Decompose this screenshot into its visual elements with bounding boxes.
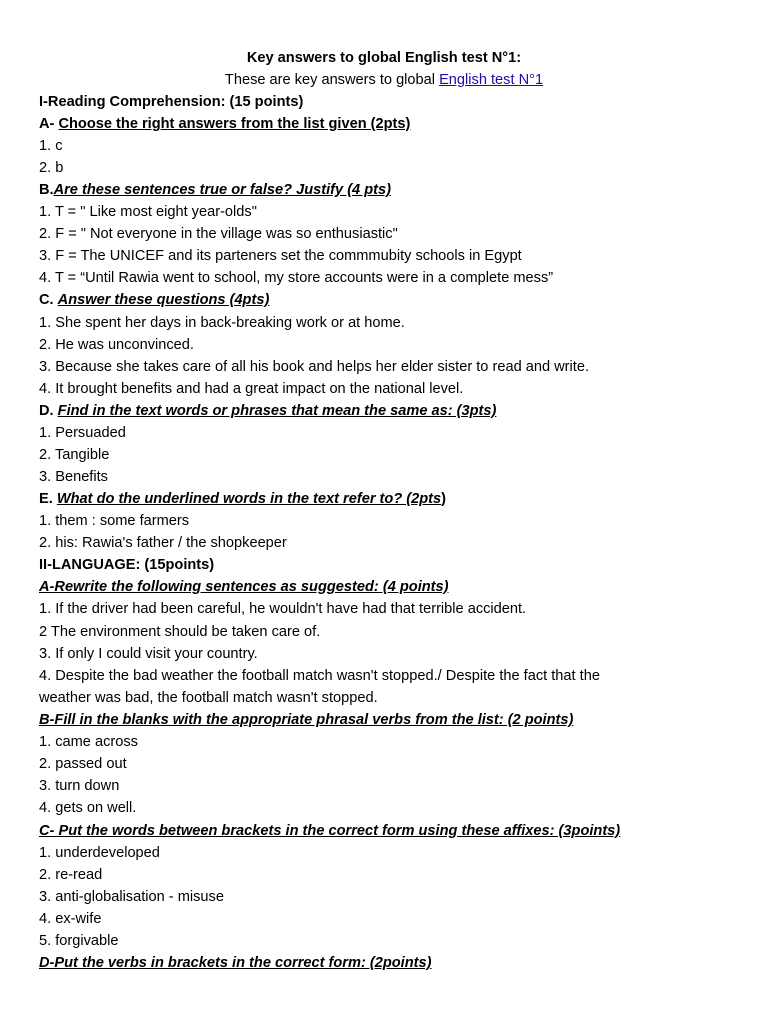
list-item: 1. them : some farmers xyxy=(39,513,190,529)
lang-a-heading xyxy=(39,576,449,598)
list-item: 2. passed out xyxy=(39,756,127,772)
section-e-label: E. xyxy=(39,491,57,507)
lang-d-heading xyxy=(39,952,431,974)
lang-a-title: A-Rewrite the following sentences as suggested: (4 points) xyxy=(39,579,449,595)
list-item: 4. gets on well. xyxy=(39,800,137,816)
section-e-heading xyxy=(39,488,446,510)
document-subtitle xyxy=(0,69,768,91)
list-item: 4. T = “Until Rawia went to school, my store accounts were in a complete mess” xyxy=(39,270,554,286)
list-item: 1. She spent her days in back-breaking work or at home. xyxy=(39,315,405,331)
list-item: 1. Persuaded xyxy=(39,425,126,441)
section-b-title: Are these sentences true or false? Justify (4 pts) xyxy=(53,182,391,198)
section-d-label: D. xyxy=(39,403,58,419)
list-item: 2. F = " Not everyone in the village was so enthusiastic" xyxy=(39,226,398,242)
section-c-heading xyxy=(39,289,269,311)
list-item: 1. If the driver had been careful, he wouldn't have had that terrible accident. xyxy=(39,601,527,617)
lang-d-title: D-Put the verbs in brackets in the correct form: (2points) xyxy=(39,955,432,971)
part1-heading: I-Reading Comprehension: (15 points) xyxy=(39,94,304,110)
document-title: Key answers to global English test N°1: xyxy=(246,50,522,66)
section-d-heading xyxy=(39,400,496,422)
section-b-label: B. xyxy=(39,182,54,198)
list-item: 2. b xyxy=(39,160,64,176)
part2-heading: II-LANGUAGE: (15points) xyxy=(39,557,215,573)
list-item: 2. his: Rawia's father / the shopkeeper xyxy=(39,535,287,551)
list-item: 2. re-read xyxy=(39,867,103,883)
lang-b-heading xyxy=(39,709,573,731)
list-item: 1. c xyxy=(39,138,63,154)
list-item: weather was bad, the football match wasn't stopped. xyxy=(39,690,378,706)
list-item: 3. If only I could visit your country. xyxy=(39,646,258,662)
list-item: 3. anti-globalisation - misuse xyxy=(39,889,224,905)
list-item: 2 The environment should be taken care of. xyxy=(39,624,321,640)
list-item: 3. turn down xyxy=(39,778,120,794)
list-item: 4. It brought benefits and had a great impact on the national level. xyxy=(39,381,464,397)
section-b-heading xyxy=(39,179,391,201)
subtitle-text: These are key answers to global xyxy=(224,72,440,88)
list-item: 2. He was unconvinced. xyxy=(39,337,194,353)
lang-c-heading xyxy=(39,820,620,842)
section-a-title: Choose the right answers from the list given (2pts) xyxy=(58,116,411,132)
list-item: 1. underdeveloped xyxy=(39,845,160,861)
english-test-link[interactable]: English test N°1 xyxy=(439,72,544,88)
lang-c-title: C- Put the words between brackets in the correct form using these affixes: (3points) xyxy=(39,823,621,839)
section-a-heading xyxy=(39,113,410,135)
list-item: 1. T = " Like most eight year-olds" xyxy=(39,204,257,220)
section-c-title: Answer these questions (4pts) xyxy=(57,292,270,308)
section-a-label: A- xyxy=(39,116,59,132)
list-item: 4. Despite the bad weather the football match wasn't stopped./ Despite the fact that the xyxy=(39,668,600,684)
list-item: 5. forgivable xyxy=(39,933,119,949)
list-item: 2. Tangible xyxy=(39,447,110,463)
list-item: 3. F = The UNICEF and its parteners set the commmubity schools in Egypt xyxy=(39,248,522,264)
lang-b-title: B-Fill in the blanks with the appropriate phrasal verbs from the list: (2 points) xyxy=(39,712,574,728)
list-item: 3. Benefits xyxy=(39,469,108,485)
section-c-label: C. xyxy=(39,292,58,308)
list-item: 3. Because she takes care of all his book and helps her elder sister to read and write. xyxy=(39,359,590,375)
section-e-tail: ) xyxy=(441,491,447,507)
list-item: 1. came across xyxy=(39,734,138,750)
section-d-title: Find in the text words or phrases that mean the same as: (3pts) xyxy=(57,403,497,419)
list-item: 4. ex-wife xyxy=(39,911,102,927)
section-e-title: What do the underlined words in the text refer to? (2pts xyxy=(56,491,442,507)
